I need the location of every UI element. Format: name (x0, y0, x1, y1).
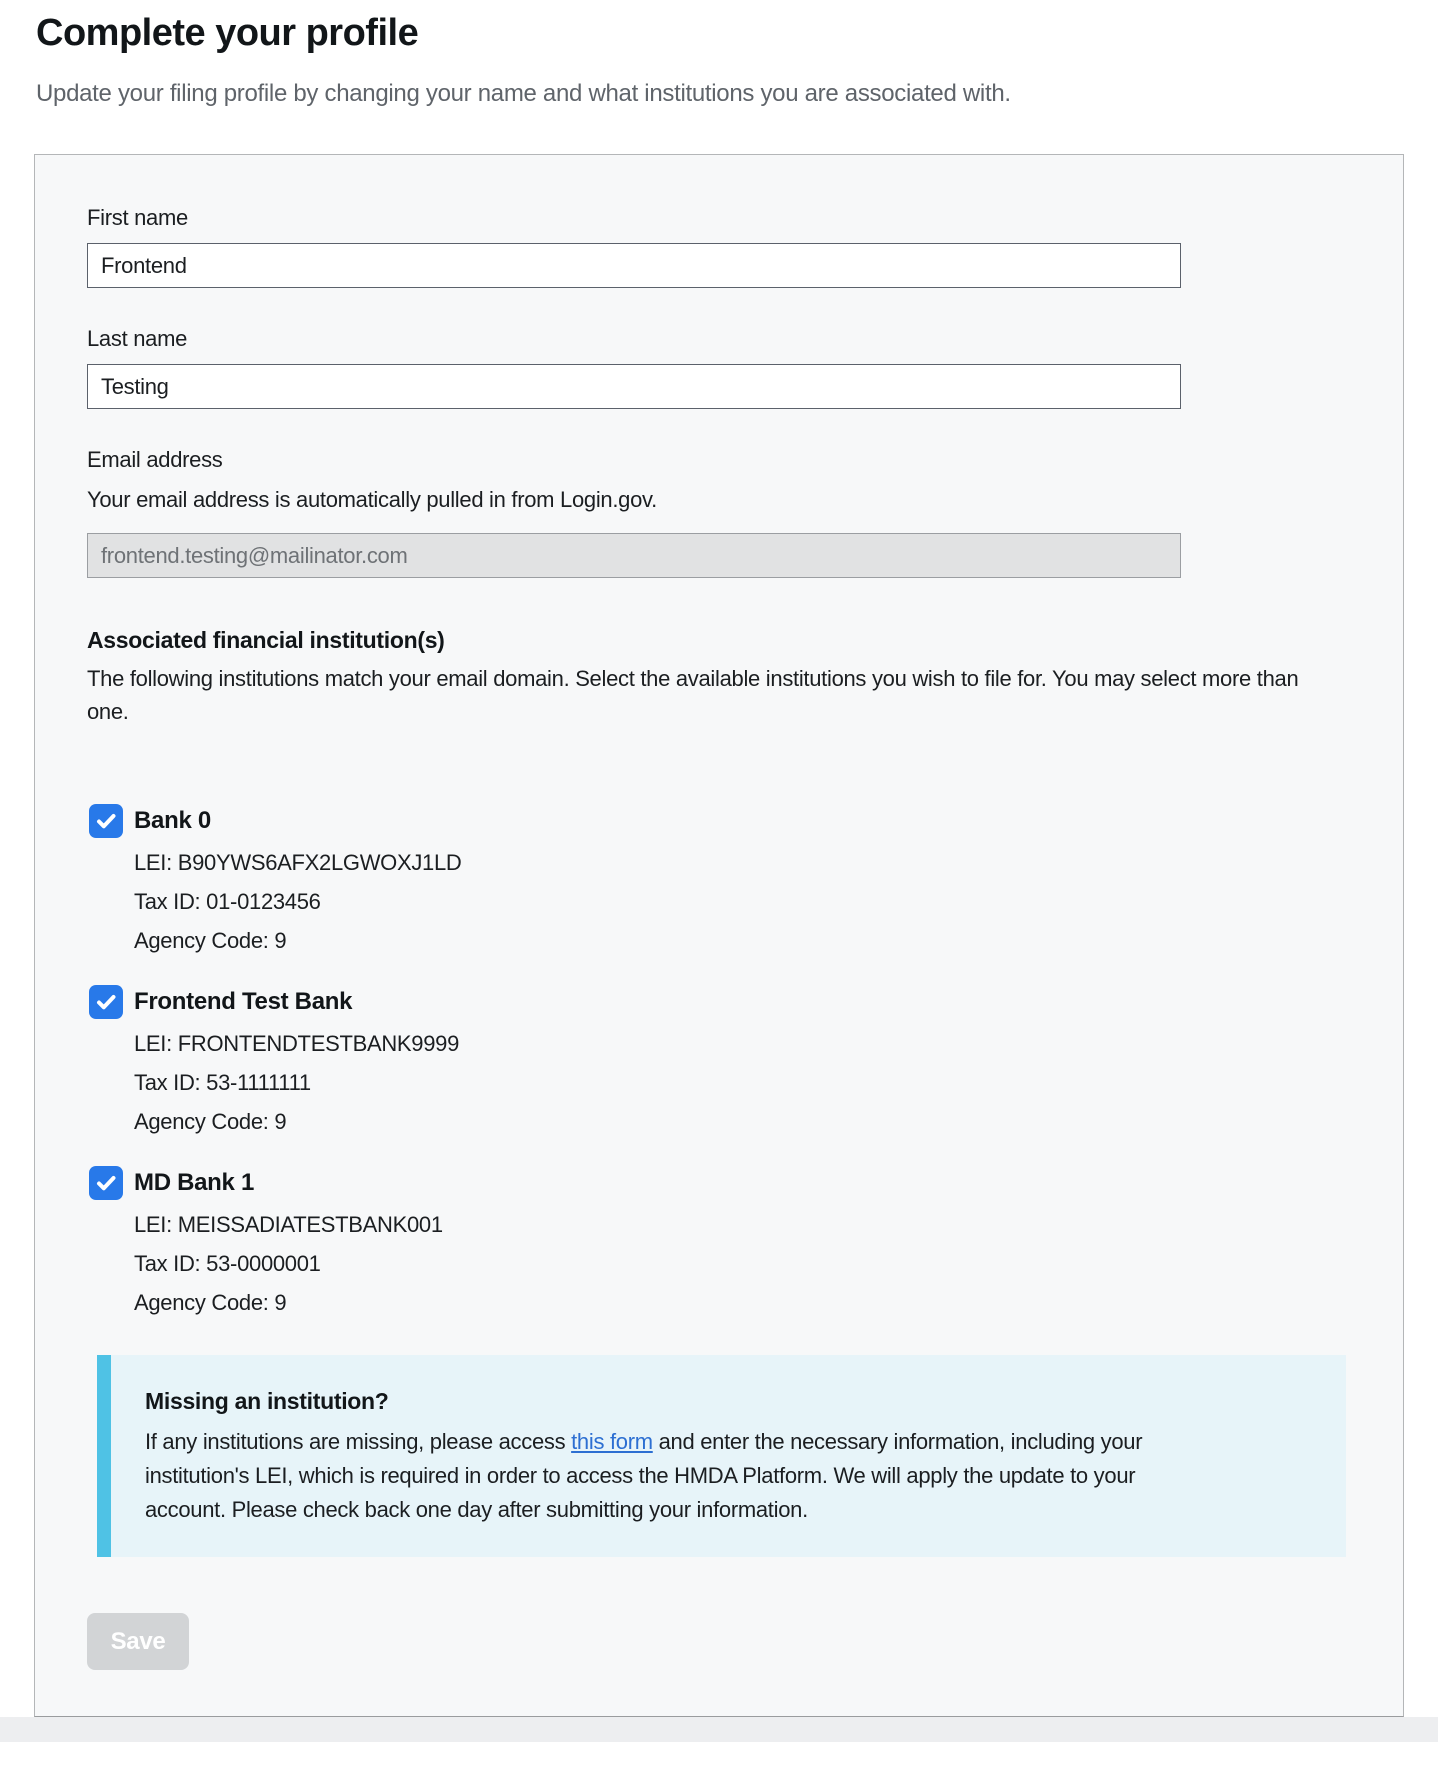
missing-institution-alert (97, 1355, 1346, 1557)
alert-text-before-link: If any institutions are missing, please access (145, 1429, 572, 1454)
profile-form-card (34, 154, 1404, 1717)
first-name-label: First name (87, 205, 188, 230)
institution-item-md-bank-1 (89, 1166, 1351, 1317)
email-helper-text: Your email address is automatically pulled in from Login.gov. (87, 487, 657, 512)
institution-tax-id: Tax ID: 53-0000001 (134, 1251, 321, 1276)
page-bottom-strip (0, 1717, 1438, 1742)
checkmark-icon (94, 990, 118, 1014)
checkmark-icon (94, 1171, 118, 1195)
frontend-test-bank-checkbox[interactable] (89, 985, 123, 1019)
md-bank-1-checkbox[interactable] (89, 1166, 123, 1200)
page-title: Complete your profile (36, 12, 419, 54)
institution-tax-id: Tax ID: 01-0123456 (134, 889, 321, 914)
first-name-input[interactable] (87, 243, 1181, 288)
last-name-input[interactable] (87, 364, 1181, 409)
institution-lei: LEI: B90YWS6AFX2LGWOXJ1LD (134, 850, 462, 875)
alert-body (145, 1425, 1205, 1527)
alert-text-after-link: and enter the necessary information, including your institution's LEI, which is required in order to access the HMDA Platform. We will apply the update to your account. Please check back one day after submitting your information. (145, 1429, 1143, 1522)
institution-agency-code: Agency Code: 9 (134, 1290, 287, 1315)
email-input (87, 533, 1181, 578)
institution-list (87, 804, 1351, 1317)
bank-0-checkbox[interactable] (89, 804, 123, 838)
page-header (0, 0, 1438, 115)
institutions-description: The following institutions match your email domain. Select the available institutions you wish to file for. You may select more than one. (87, 666, 1299, 724)
institution-agency-code: Agency Code: 9 (134, 928, 287, 953)
alert-heading: Missing an institution? (145, 1388, 389, 1414)
checkmark-icon (94, 809, 118, 833)
this-form-link[interactable]: this form (571, 1429, 653, 1454)
institution-item-frontend-test-bank (89, 985, 1351, 1136)
page-subtitle: Update your filing profile by changing your name and what institutions you are associated with. (36, 80, 1011, 107)
institution-name: Bank 0 (134, 807, 211, 834)
institution-name: MD Bank 1 (134, 1169, 254, 1196)
last-name-label: Last name (87, 326, 188, 351)
institution-lei: LEI: FRONTENDTESTBANK9999 (134, 1031, 460, 1056)
institution-lei: LEI: MEISSADIATESTBANK001 (134, 1212, 443, 1237)
save-button[interactable]: Save (87, 1613, 189, 1670)
institution-name: Frontend Test Bank (134, 988, 353, 1015)
institutions-heading: Associated financial institution(s) (87, 627, 445, 653)
email-label: Email address (87, 447, 223, 472)
institution-tax-id: Tax ID: 53-1111111 (134, 1070, 311, 1095)
institution-agency-code: Agency Code: 9 (134, 1109, 287, 1134)
institution-item-bank-0 (89, 804, 1351, 955)
